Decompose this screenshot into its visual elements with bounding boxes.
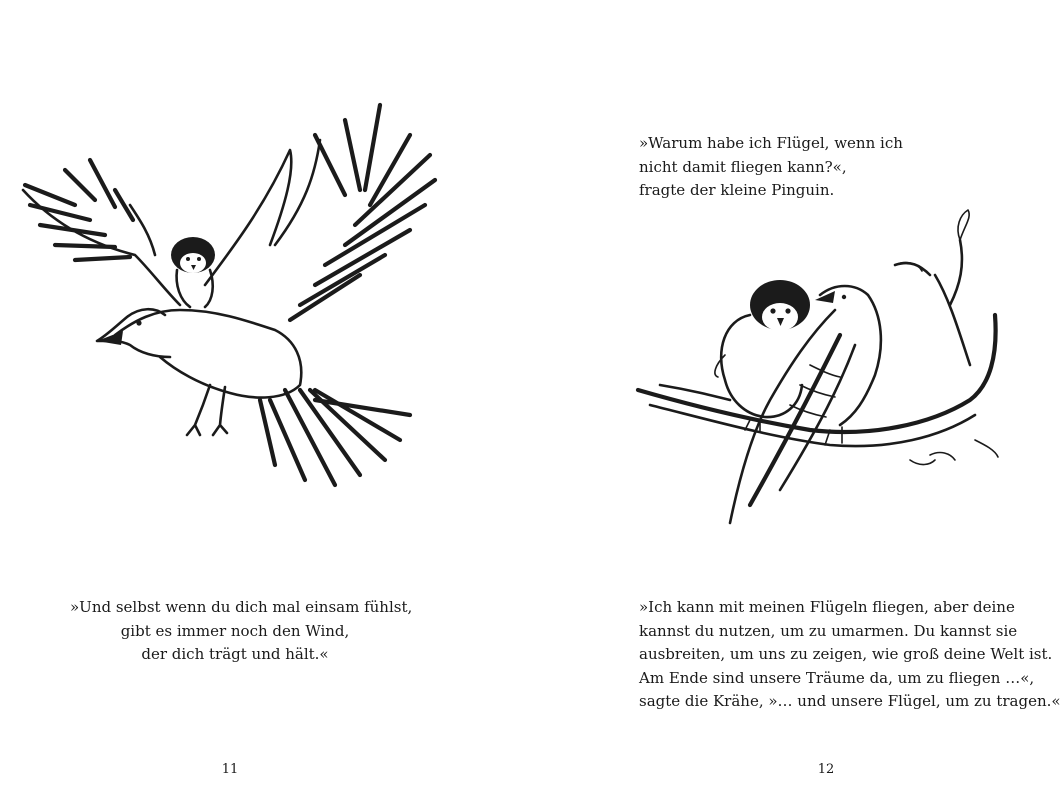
right-top-quote-line: »Warum habe ich Flügel, wenn ich	[639, 134, 903, 152]
right-page	[500, 0, 1061, 800]
left-quote-line: »Und selbst wenn du dich mal einsam fühlst,	[70, 598, 413, 616]
right-bottom-quote-line: kannst du nutzen, um zu umarmen. Du kannst sie	[639, 621, 1018, 640]
right-top-quote	[639, 132, 959, 203]
right-bottom-quote-line: ausbreiten, um uns zu zeigen, wie groß deine Welt ist.	[639, 645, 1053, 663]
page-number-right: 12	[817, 762, 835, 777]
right-top-quote-line: fragte der kleine Pinguin.	[639, 181, 835, 199]
left-page	[0, 0, 500, 800]
right-bottom-quote-line: »Ich kann mit meinen Flügeln fliegen, aber deine	[639, 598, 1015, 616]
page-number-left: 11	[221, 762, 239, 777]
penguin-and-crow-on-branch-illustration	[630, 205, 1000, 535]
right-bottom-quote	[639, 596, 1061, 714]
crow-carrying-penguin-illustration	[15, 95, 455, 505]
right-bottom-quote-line: sagte die Krähe, »… und unsere Flügel, um zu tragen.«	[639, 692, 1061, 710]
right-bottom-quote-line: Am Ende sind unsere Träume da, um zu fliegen …«,	[639, 668, 1035, 687]
right-top-quote-line: nicht damit fliegen kann?«,	[639, 157, 847, 176]
left-quote-line: gibt es immer noch den Wind,	[120, 621, 350, 640]
left-quote-line: der dich trägt und hält.«	[141, 645, 329, 663]
left-quote	[70, 596, 413, 667]
